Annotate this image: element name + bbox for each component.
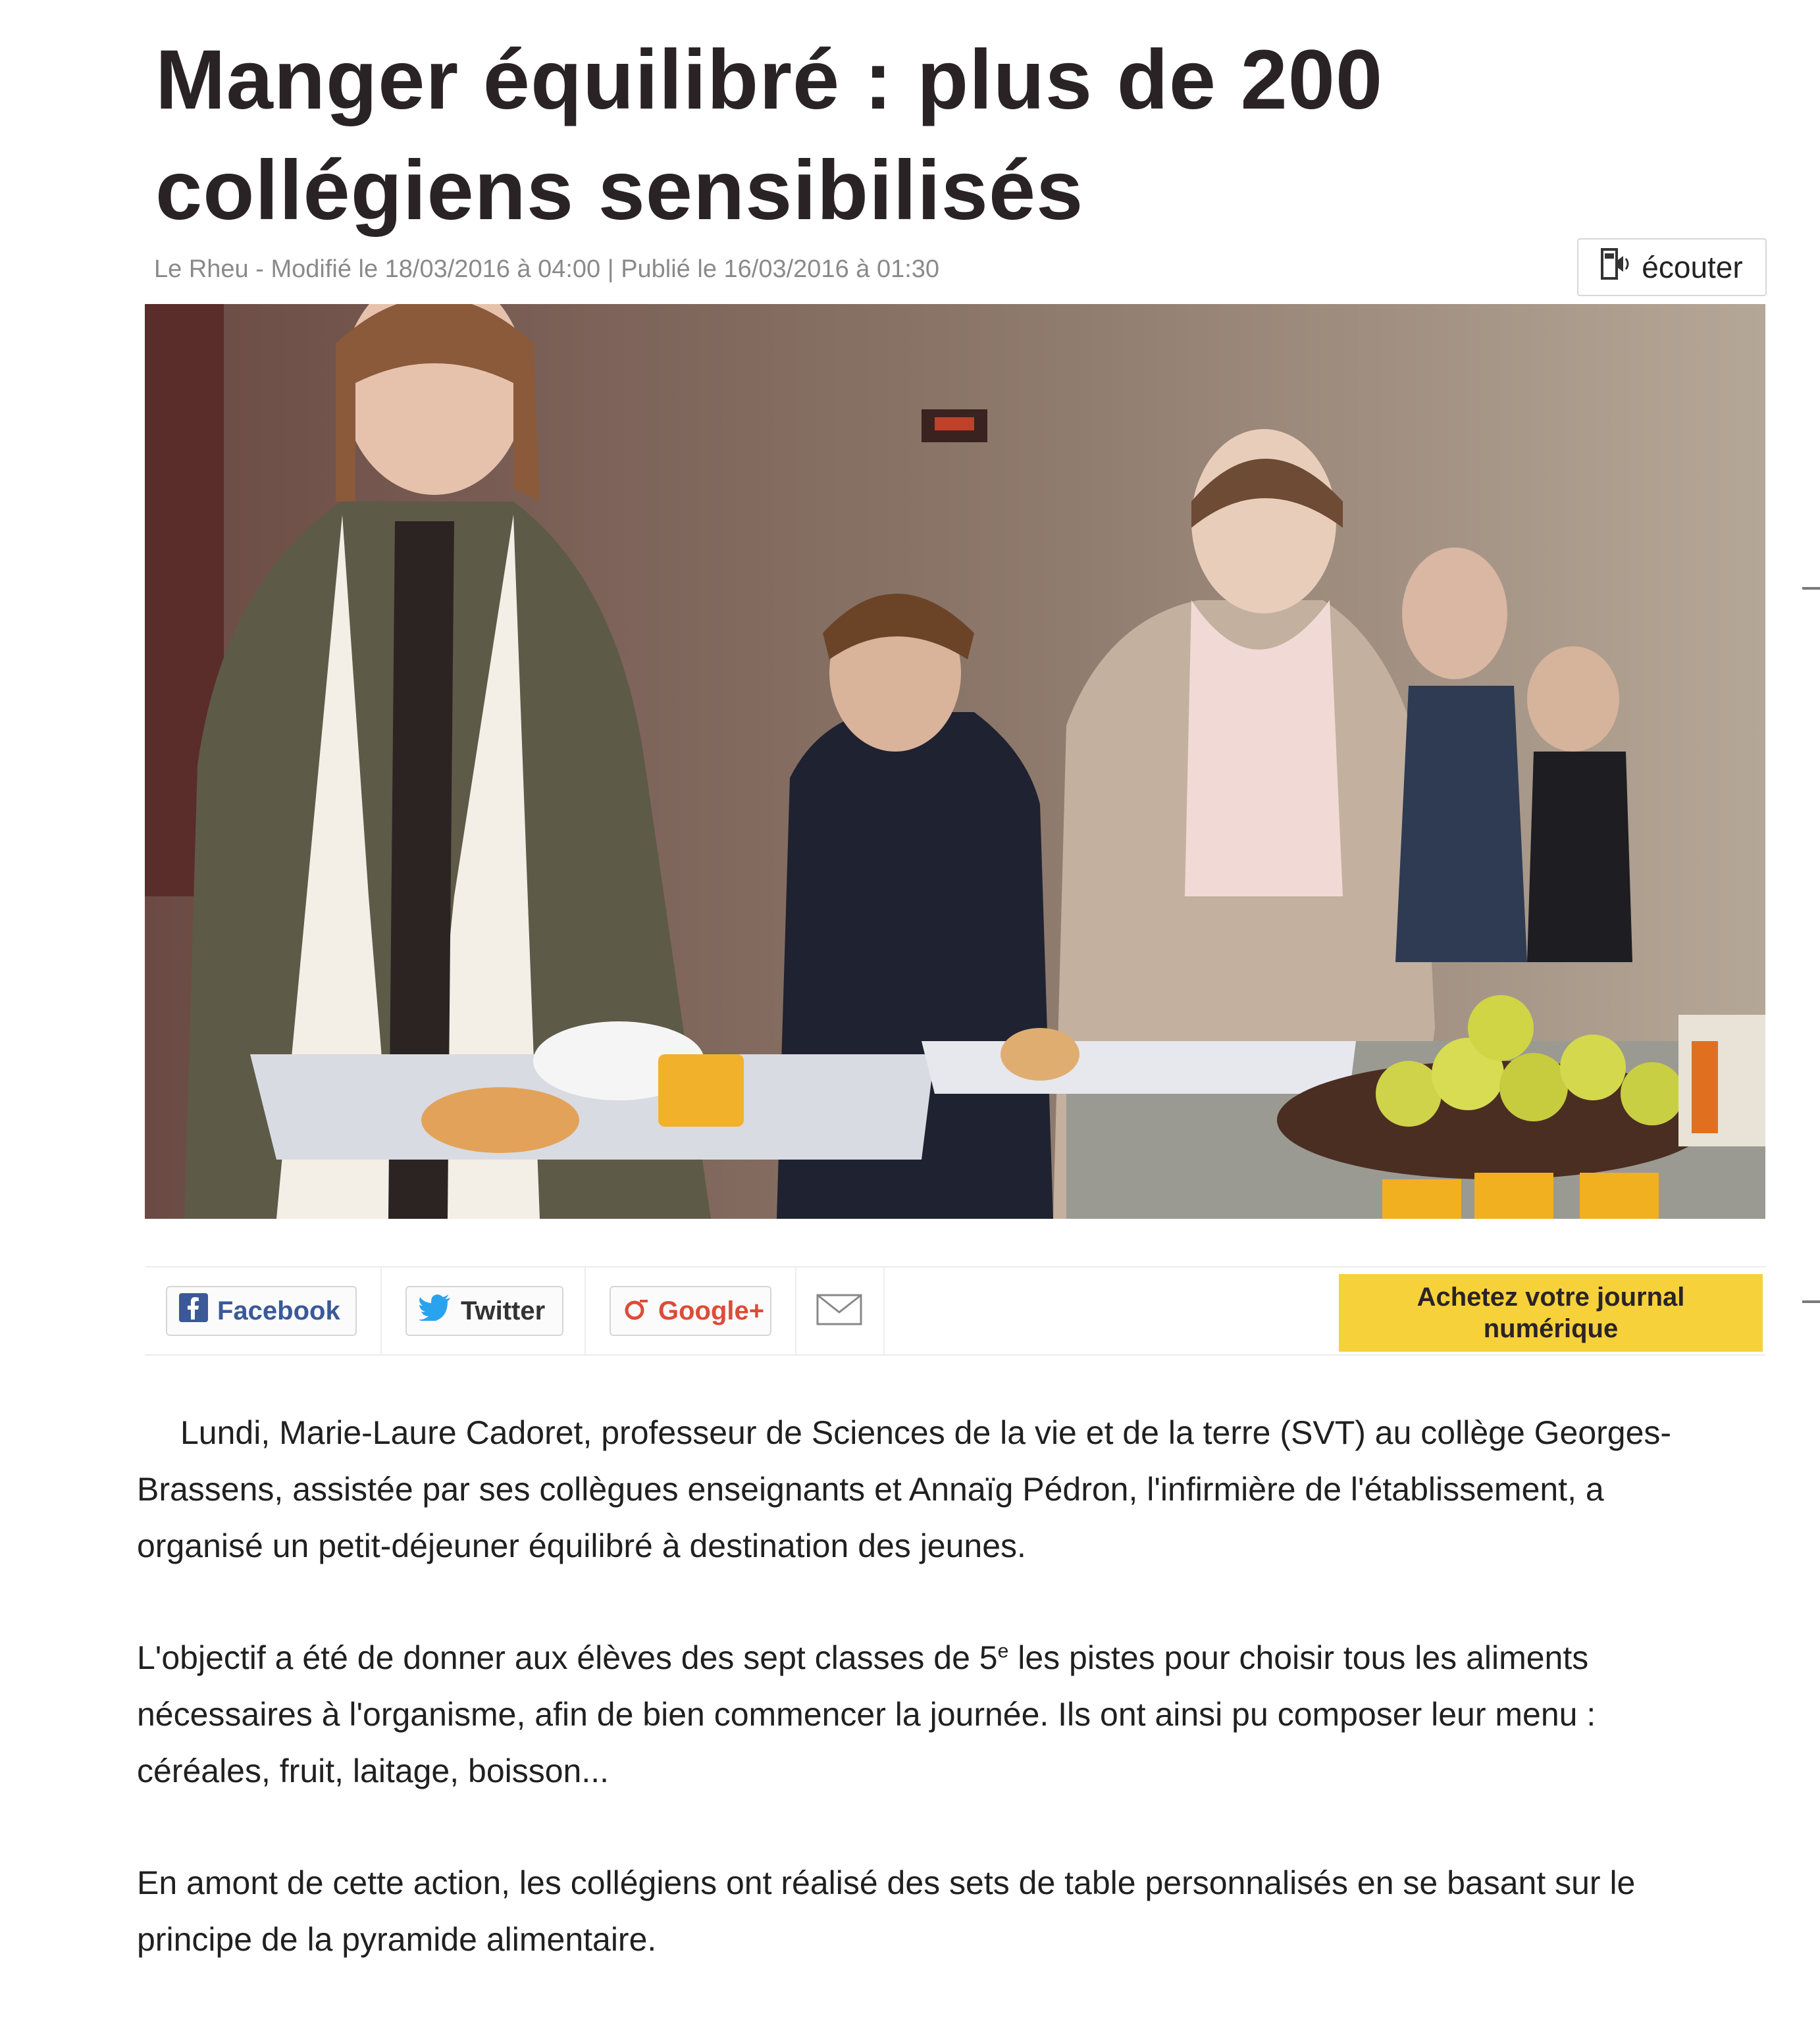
- mail-icon: [816, 1294, 862, 1325]
- listen-label: écouter: [1642, 250, 1743, 284]
- twitter-label: Twitter: [461, 1296, 546, 1325]
- google-plus-share-button[interactable]: [610, 1286, 771, 1336]
- published-date: 16/03/2016 à 01:30: [723, 255, 940, 283]
- buy-button-line2: numérique: [1483, 1314, 1619, 1343]
- paragraph-2: [137, 1629, 1730, 1799]
- share-divider: [585, 1268, 586, 1354]
- article-meta: Le Rheu - Modifié le 18/03/2016 à 04:00 | Publié le 16/03/2016 à 01:30: [154, 255, 940, 283]
- listen-button[interactable]: [1577, 238, 1767, 296]
- share-divider: [795, 1268, 796, 1354]
- facebook-icon: [179, 1293, 208, 1329]
- google-plus-label: Google+: [658, 1296, 765, 1325]
- article-photo: [145, 304, 1765, 1219]
- article-body: [137, 1404, 1730, 2023]
- facebook-share-button[interactable]: [166, 1286, 357, 1336]
- article-location: Le Rheu: [154, 255, 249, 283]
- paragraph-1: Lundi, Marie-Laure Cadoret, professeur de Sciences de la vie et de la terre (SVT) au collège Georges-Brassens, assistée par ses collègues enseignants et Annaïg Pédron, l'infirmière de l'établissement, a organisé un petit-déjeuner équilibré à destination des jeunes.: [137, 1414, 1672, 1564]
- scan-edge-mark: [1802, 587, 1820, 590]
- twitter-share-button[interactable]: [405, 1286, 563, 1336]
- buy-button-line1: Achetez votre journal: [1417, 1283, 1685, 1312]
- published-label: Publié le: [621, 255, 717, 283]
- superscript-e: e: [997, 1640, 1009, 1662]
- modified-date: 18/03/2016 à 04:00: [384, 255, 601, 283]
- google-plus-icon: [623, 1294, 649, 1327]
- paragraph-3: En amont de cette action, les collégiens ont réalisé des sets de table personnalisés en se basant sur le principe de la pyramide alimentaire.: [137, 1864, 1636, 1958]
- share-bar: [145, 1266, 1765, 1356]
- article-title: Manger équilibré : plus de 200 collégiens sensibilisés: [155, 33, 1384, 238]
- speaker-icon: [1601, 247, 1632, 288]
- share-divider: [883, 1268, 885, 1354]
- paragraph-2-text-b: les pistes pour choisir tous les aliments nécessaires à l'organisme, afin de bien commencer la journée. Ils ont ainsi pu composer leur menu : céréales, fruit, laitage, boisson...: [137, 1639, 1596, 1789]
- scan-edge-mark: [1802, 1300, 1820, 1303]
- paragraph-2-text-a: L'objectif a été de donner aux élèves des sept classes de 5: [137, 1639, 998, 1676]
- modified-label: Modifié le: [271, 255, 378, 283]
- twitter-bird-icon: [419, 1294, 452, 1327]
- share-divider: [380, 1268, 382, 1354]
- facebook-label: Facebook: [217, 1296, 340, 1325]
- email-share-button[interactable]: [816, 1294, 862, 1325]
- buy-digital-journal-button[interactable]: [1339, 1274, 1763, 1352]
